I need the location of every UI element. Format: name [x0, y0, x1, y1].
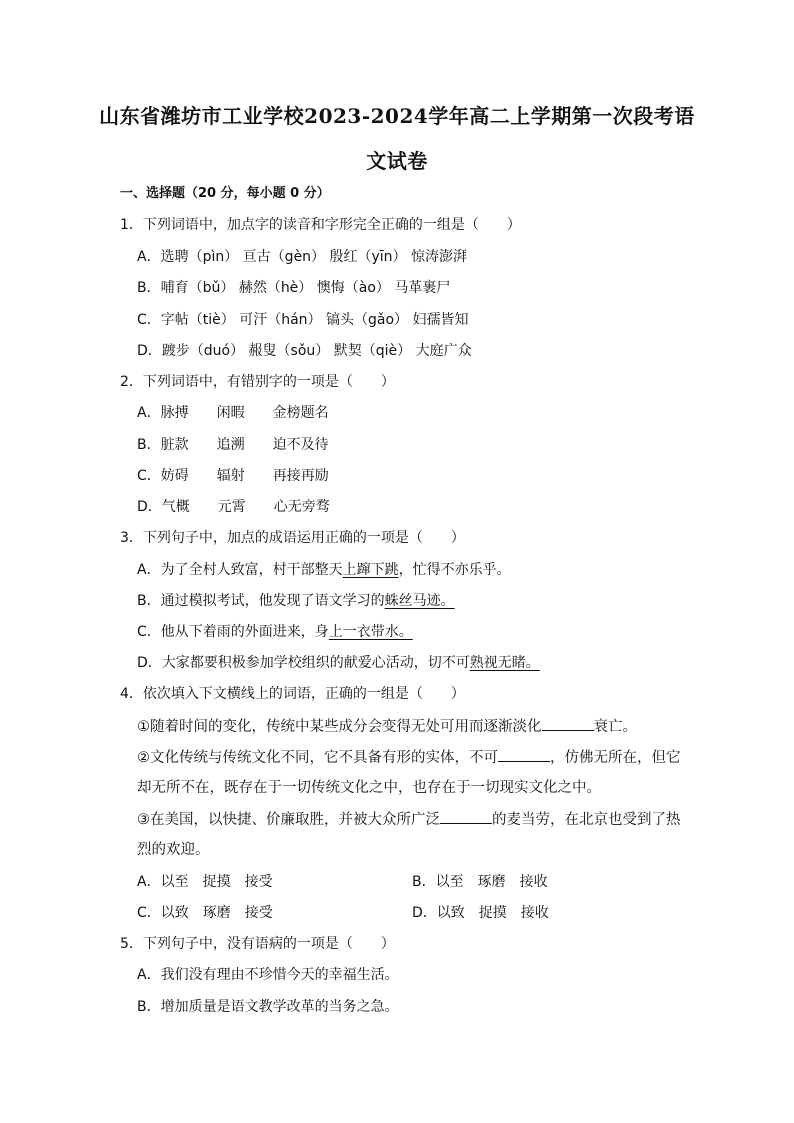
question-2-option-b: B．脏款 追溯 迫不及待	[137, 437, 329, 453]
exam-title-line-2: 文试卷	[366, 149, 428, 173]
question-2-stem: 2．下列词语中，有错别字的一项是（ ）	[120, 374, 395, 390]
underlined-idiom: 上一衣带水。	[328, 624, 413, 640]
underlined-idiom: 上蹿下跳	[342, 562, 399, 578]
question-4-sentence-1	[137, 716, 637, 737]
question-4-option-b: B．以至 琢磨 接收	[412, 874, 548, 890]
question-4-option-c: C．以致 琢磨 接受	[137, 905, 273, 921]
question-4-option-a: A．以至 捉摸 接受	[137, 874, 273, 890]
sentence-text: 的麦当劳，在北京也受到了热	[492, 812, 681, 828]
option-text: B．通过模拟考试，他发现了语文学习的	[137, 593, 385, 609]
question-3-stem: 3．下列句子中，加点的成语运用正确的一项是（ ）	[120, 530, 465, 546]
sentence-text: 衰亡。	[593, 719, 637, 735]
question-1-option-b: B．哺育（bǔ） 赫然（hè） 懊悔（ào） 马革裹尸	[137, 280, 451, 296]
question-4-option-d: D．以致 捉摸 接收	[412, 905, 549, 921]
fill-blank	[498, 747, 550, 762]
question-3-option-c	[137, 622, 413, 642]
question-4-sentence-3	[137, 809, 681, 830]
question-1-option-a: A．选聘（pìn） 亘古（gèn） 殷红（yīn） 惊涛澎湃	[137, 249, 467, 265]
question-2-option-c: C．妨碍 辐射 再接再励	[137, 468, 329, 484]
section-heading: 一、选择题（20 分，每小题 0 分）	[120, 186, 330, 201]
question-3-option-b	[137, 591, 455, 611]
question-1-option-d: D．踱步（duó） 赧叟（sǒu） 默契（qiè） 大庭广众	[137, 343, 472, 359]
option-text: C．他从下着雨的外面进来，身	[137, 624, 329, 640]
fill-blank	[542, 716, 594, 731]
question-4-sentence-2-cont: 却无所不在，既存在于一切传统文化之中，也存在于一切现实文化之中。	[137, 780, 601, 796]
question-1-option-c: C．字帖（tiè） 可汗（hán） 镐头（gǎo） 妇孺皆知	[137, 312, 469, 328]
question-4-sentence-2	[137, 747, 681, 768]
question-1-stem: 1．下列词语中，加点字的读音和字形完全正确的一组是（ ）	[120, 217, 521, 233]
question-2-option-a: A．脉搏 闲暇 金榜题名	[137, 405, 329, 421]
option-text: ，忙得不亦乐乎。	[398, 562, 511, 578]
question-5-option-a: A．我们没有理由不珍惜今天的幸福生活。	[137, 967, 399, 983]
fill-blank	[440, 809, 492, 824]
sentence-text: ，仿佛无所在，但它	[550, 750, 681, 766]
option-text: A．为了全村人致富，村干部整天	[137, 562, 343, 578]
sentence-text: ①随着时间的变化，传统中某些成分会变得无处可用而逐渐淡化	[137, 719, 542, 735]
sentence-text: ②文化传统与传统文化不同，它不具备有形的实体，不可	[137, 750, 498, 766]
question-4-sentence-3-cont: 烈的欢迎。	[137, 842, 210, 858]
option-text: D．大家都要积极参加学校组织的献爱心活动，切不可	[137, 655, 470, 671]
question-2-option-d: D．气概 元霄 心无旁骛	[137, 499, 330, 515]
question-4-stem: 4．依次填入下文横线上的词语，正确的一组是（ ）	[120, 686, 465, 702]
underlined-idiom: 熟视无睹。	[469, 655, 540, 671]
question-5-option-b: B．增加质量是语文教学改革的当务之急。	[137, 999, 399, 1015]
sentence-text: ③在美国，以快捷、价廉取胜，并被大众所广泛	[137, 812, 440, 828]
exam-title-line-1: 山东省潍坊市工业学校2023-2024学年高二上学期第一次段考语	[99, 104, 695, 128]
question-3-option-a	[137, 560, 511, 580]
question-5-stem: 5．下列句子中，没有语病的一项是（ ）	[120, 936, 395, 952]
underlined-idiom: 蛛丝马迹。	[384, 593, 455, 609]
question-3-option-d	[137, 653, 540, 673]
